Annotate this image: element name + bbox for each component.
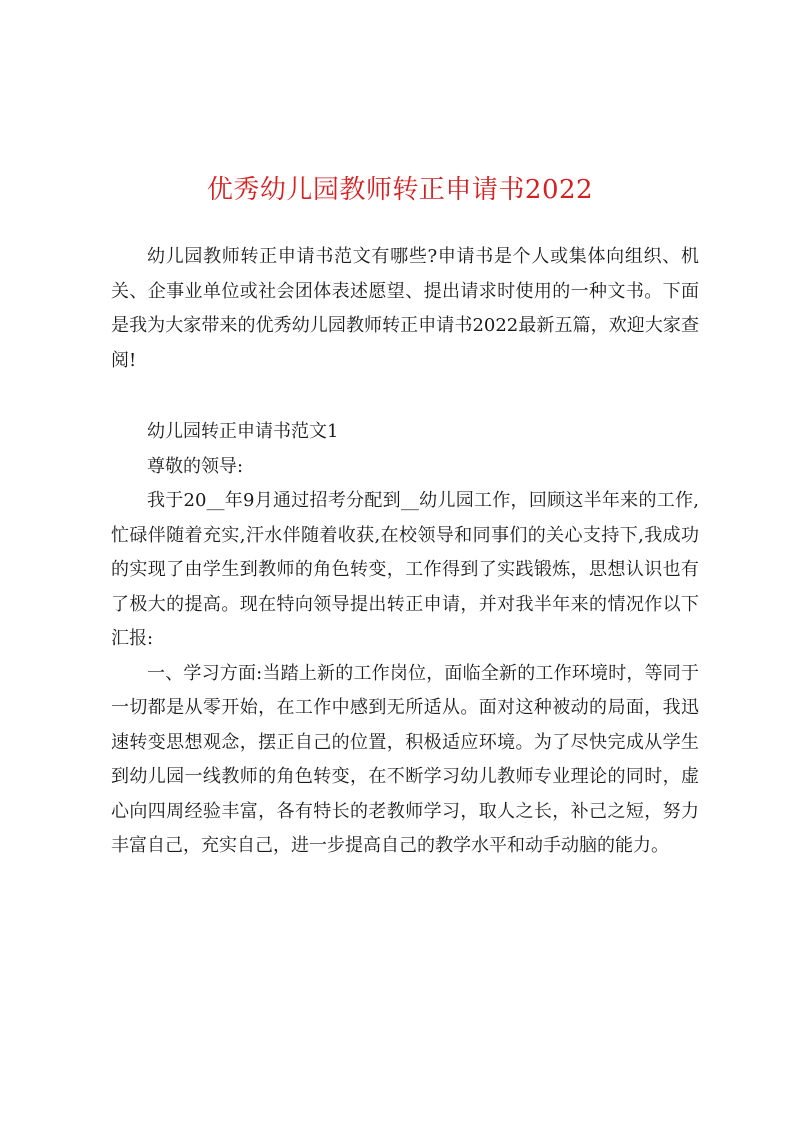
document-title: 优秀幼儿园教师转正申请书2022	[206, 175, 594, 205]
section-heading: 幼儿园转正申请书范文1	[147, 421, 339, 442]
body-paragraph-2: 一、学习方面:当踏上新的工作岗位，面临全新的工作环境时，等同于一切都是从零开始，在工作中感到无所适从。面对这种被动的局面，我迅速转变思想观念，摆正自己的位置，积极适应环境。为了尽快完成从学生到幼儿园一线教师的角色转变，在不断学习幼儿教师专业理论的同时，虚心向四周经验丰富，各有特长的老教师学习，取人之长，补己之短，努力丰富自己，充实自己，进一步提高自己的教学水平和动手动脑的能力。	[111, 662, 699, 856]
intro-paragraph: 幼儿园教师转正申请书范文有哪些?申请书是个人或集体向组织、机关、企事业单位或社会团体表述愿望、提出请求时使用的一种文书。下面是我为大家带来的优秀幼儿园教师转正申请书2022最新五篇，欢迎大家查阅!	[111, 246, 699, 371]
document-body	[111, 240, 699, 864]
salutation: 尊敬的领导:	[147, 455, 244, 477]
section-spacer	[111, 378, 699, 415]
body-paragraph-1: 我于20__年9月通过招考分配到__幼儿园工作，回顾这半年来的工作,忙碌伴随着充实,汗水伴随着收获,在校领导和同事们的关心支持下,我成功的实现了由学生到教师的角色转变，工作得到了实践锻炼，思想认识也有了极大的提高。现在特向领导提出转正申请，并对我半年来的情况作以下汇报:	[111, 490, 699, 649]
